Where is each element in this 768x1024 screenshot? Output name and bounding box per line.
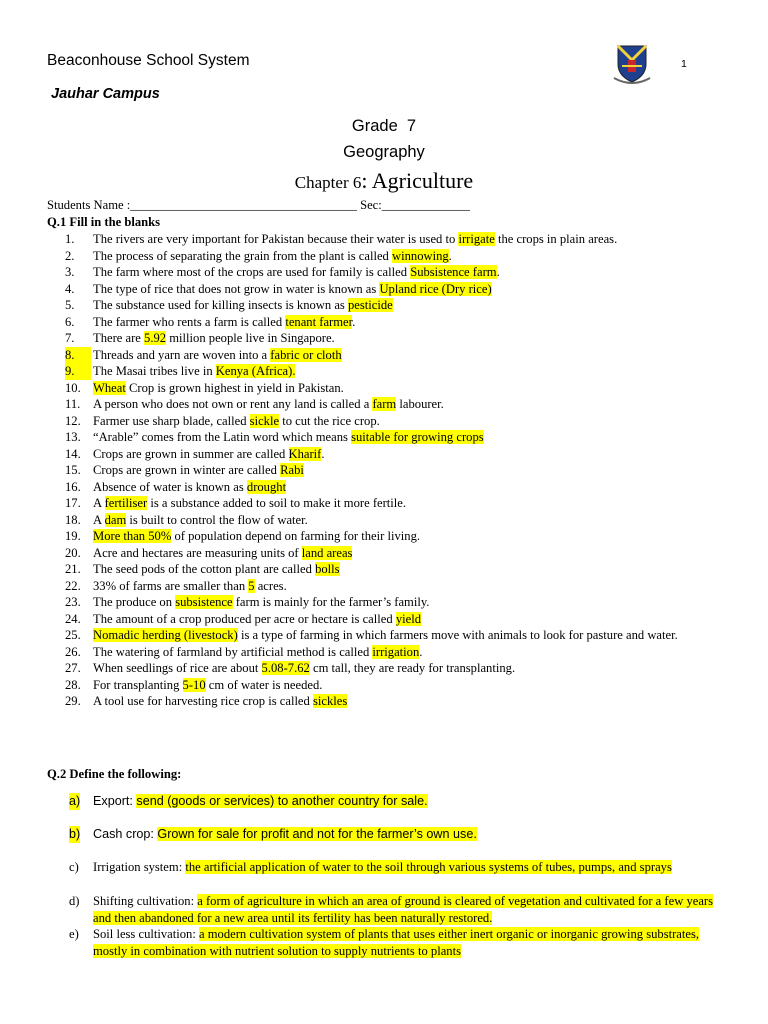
question-item	[47, 545, 727, 562]
definition-body	[93, 793, 715, 810]
definition-answer: a form of agriculture in which an area of ground is cleared of vegetation and cultivated for a few years and then abandoned for a new area until its fertility has been naturally restored.	[93, 894, 714, 925]
question-text: Crop is grown highest in yield in Pakistan.	[125, 380, 344, 395]
question-item	[47, 330, 727, 347]
question-text: A tool use for harvesting rice crop is called	[93, 694, 313, 708]
question-number: 6.	[65, 314, 75, 329]
answer-highlight: Kenya (Africa).	[215, 364, 296, 378]
question-text: The watering of farmland by artificial method is called	[93, 644, 373, 659]
question-number: 18.	[65, 512, 81, 527]
school-name: Beaconhouse School System	[47, 52, 250, 69]
definition-body	[93, 893, 715, 926]
q1-heading: Q.1 Fill in the blanks	[47, 215, 161, 229]
answer-highlight: land areas	[301, 545, 353, 560]
question-number: 8.	[65, 347, 91, 364]
question-number: 26.	[65, 644, 81, 659]
question-text: The produce on	[93, 595, 176, 609]
answer-highlight: 5.08-7.62	[261, 661, 310, 675]
definition-body	[93, 926, 715, 959]
definition-term: Soil less cultivation:	[93, 927, 199, 941]
definition-letter: e)	[69, 927, 79, 941]
answer-highlight: 5.92	[144, 331, 167, 345]
chapter-number: Chapter 6	[294, 173, 362, 192]
question-text: For transplanting	[93, 677, 183, 692]
question-item	[47, 644, 727, 661]
question-text: Absence of water is known as	[93, 479, 247, 494]
question-text: Threads and yarn are woven into a	[93, 347, 271, 362]
answer-highlight: bolls	[315, 562, 340, 576]
question-item	[47, 528, 727, 545]
answer-highlight: dam	[104, 512, 127, 527]
question-number: 3.	[65, 265, 75, 279]
question-number: 4.	[65, 281, 75, 296]
definition-answer: the artificial application of water to the soil through various systems of tubes, pumps, and sprays	[185, 860, 672, 874]
question-text: million people live in Singapore.	[166, 331, 335, 345]
question-item	[47, 578, 727, 595]
question-item	[47, 231, 727, 248]
question-text: .	[496, 265, 500, 279]
question-text: Crops are grown in winter are called	[93, 463, 281, 477]
question-text: The substance used for killing insects is known as	[93, 298, 348, 312]
question-number: 1.	[65, 232, 75, 246]
q2-heading: Q.2 Define the following:	[47, 767, 182, 781]
definition-answer: Grown for sale for profit and not for the farmer’s own use.	[157, 827, 477, 841]
question-text: When seedlings of rice are about	[93, 661, 262, 675]
page-number: 1	[681, 58, 687, 70]
question-text: The Masai tribes live in	[93, 364, 216, 378]
question-item	[47, 495, 727, 512]
question-number: 24.	[65, 611, 81, 626]
question-item	[47, 660, 727, 677]
question-item	[47, 693, 727, 710]
definition-answer: send (goods or services) to another country for sale.	[136, 794, 428, 808]
question-number: 10.	[65, 380, 81, 395]
definition-letter: a)	[69, 794, 81, 808]
question-number: 25.	[65, 628, 81, 642]
question-text: Acre and hectares are measuring units of	[93, 545, 302, 560]
question-text: The type of rice that does not grow in water is known as	[93, 281, 380, 296]
definition-term: Export:	[93, 794, 137, 808]
answer-highlight: irrigation	[372, 644, 420, 659]
answer-highlight: Kharif	[288, 446, 322, 461]
question-number: 20.	[65, 545, 81, 560]
school-crest-logo	[610, 42, 654, 86]
answer-highlight: 5-10	[182, 677, 206, 692]
question-number: 22.	[65, 578, 81, 593]
answer-highlight: winnowing	[392, 248, 449, 263]
question-item	[47, 429, 727, 446]
question-item	[47, 281, 727, 298]
answer-highlight: 5	[248, 578, 255, 593]
question-text: A person who does not own or rent any land is called a	[93, 397, 373, 411]
answer-highlight: subsistence	[175, 595, 233, 609]
answer-highlight: More than 50%	[93, 529, 172, 543]
question-text: The farm where most of the crops are used for family is called	[93, 265, 411, 279]
question-number: 9.	[65, 363, 91, 380]
question-item	[47, 413, 727, 430]
question-text: farm is mainly for the farmer’s family.	[232, 595, 430, 609]
question-item	[47, 264, 727, 281]
question-item	[47, 479, 727, 496]
question-text: 33% of farms are smaller than	[93, 578, 249, 593]
question-number: 28.	[65, 677, 81, 692]
question-text: “Arable” comes from the Latin word which means	[93, 430, 352, 444]
answer-highlight: Subsistence farm	[410, 265, 497, 279]
question-number: 15.	[65, 463, 81, 477]
question-item	[47, 248, 727, 265]
answer-highlight: fabric or cloth	[270, 347, 342, 362]
question-number: 27.	[65, 661, 81, 675]
question-text: is built to control the flow of water.	[126, 512, 308, 527]
question-item	[47, 611, 727, 628]
answer-highlight: Nomadic herding (livestock)	[93, 628, 238, 642]
question-text: cm of water is needed.	[205, 677, 323, 692]
question-text: Farmer use sharp blade, called	[93, 413, 250, 428]
fill-in-blanks-list	[47, 231, 727, 710]
definition-term: Shifting cultivation:	[93, 894, 198, 908]
question-text: The seed pods of the cotton plant are called	[93, 562, 316, 576]
answer-highlight: irrigate	[458, 232, 495, 246]
question-item	[47, 594, 727, 611]
question-text: .	[352, 314, 356, 329]
question-text: to cut the rice crop.	[279, 413, 380, 428]
question-text: Crops are grown in summer are called	[93, 446, 289, 461]
question-number: 12.	[65, 413, 81, 428]
question-text: The rivers are very important for Pakistan because their water is used to	[93, 232, 459, 246]
answer-highlight: sickles	[312, 694, 348, 708]
question-text: acres.	[254, 578, 287, 593]
question-text: the crops in plain areas.	[494, 232, 618, 246]
question-number: 2.	[65, 248, 75, 263]
answer-highlight: fertiliser	[104, 496, 148, 510]
question-number: 23.	[65, 595, 81, 609]
question-item	[47, 677, 727, 694]
answer-highlight: pesticide	[347, 298, 393, 312]
definition-body	[93, 826, 715, 843]
question-text: is a substance added to soil to make it more fertile.	[147, 496, 407, 510]
question-number: 16.	[65, 479, 81, 494]
answer-highlight: Upland rice (Dry rice)	[379, 281, 492, 296]
question-text: of population depend on farming for their living.	[171, 529, 421, 543]
question-item	[47, 396, 727, 413]
answer-highlight: tenant farmer	[285, 314, 353, 329]
definition-term: Irrigation system:	[93, 860, 186, 874]
chapter-heading	[0, 168, 768, 194]
question-text: labourer.	[396, 397, 444, 411]
question-item	[47, 561, 727, 578]
definition-body	[93, 859, 715, 876]
question-text: A	[93, 512, 105, 527]
answer-highlight: Wheat	[93, 380, 126, 395]
answer-highlight: Rabi	[280, 463, 304, 477]
subject-heading: Geography	[343, 143, 425, 161]
answer-highlight: sickle	[249, 413, 280, 428]
question-number: 29.	[65, 694, 81, 708]
question-text: .	[448, 248, 452, 263]
question-number: 17.	[65, 496, 81, 510]
question-text: is a type of farming in which farmers move with animals to look for pasture and water.	[237, 628, 678, 642]
question-text: A	[93, 496, 105, 510]
question-number: 14.	[65, 446, 81, 461]
question-number: 5.	[65, 298, 75, 312]
definition-term: Cash crop:	[93, 827, 158, 841]
question-number: 19.	[65, 529, 81, 543]
question-text: The amount of a crop produced per acre or hectare is called	[93, 611, 396, 626]
question-item	[47, 363, 727, 380]
answer-highlight: suitable for growing crops	[351, 430, 484, 444]
question-text: .	[419, 644, 423, 659]
question-item	[47, 512, 727, 529]
question-number: 7.	[65, 331, 75, 345]
question-item	[47, 347, 727, 364]
grade-heading: Grade 7	[351, 117, 417, 135]
chapter-title: : Agriculture	[361, 168, 474, 193]
answer-highlight: farm	[372, 397, 397, 411]
question-number: 21.	[65, 562, 81, 576]
definition-letter: d)	[69, 894, 80, 908]
students-name-line: Students Name :____________________________________ Sec:______________	[47, 198, 470, 212]
question-text: .	[321, 446, 325, 461]
question-item	[47, 462, 727, 479]
question-item	[47, 380, 727, 397]
question-text: The process of separating the grain from the plant is called	[93, 248, 392, 263]
question-number: 13.	[65, 430, 81, 444]
definition-letter: c)	[69, 860, 79, 874]
question-text: The farmer who rents a farm is called	[93, 314, 286, 329]
question-text: There are	[93, 331, 145, 345]
question-text: cm tall, they are ready for transplanting.	[309, 661, 516, 675]
answer-highlight: yield	[395, 611, 421, 626]
answer-highlight: drought	[246, 479, 287, 494]
question-item	[47, 314, 727, 331]
definition-letter: b)	[69, 827, 81, 841]
question-item	[47, 297, 727, 314]
question-number: 11.	[65, 397, 81, 411]
question-item	[47, 446, 727, 463]
question-item	[47, 627, 727, 644]
definition-answer: a modern cultivation system of plants that uses either inert organic or inorganic growing substrates, mostly in combination with nutrient solution to supply nutrients to plants	[93, 927, 700, 958]
campus-name: Jauhar Campus	[51, 86, 160, 102]
